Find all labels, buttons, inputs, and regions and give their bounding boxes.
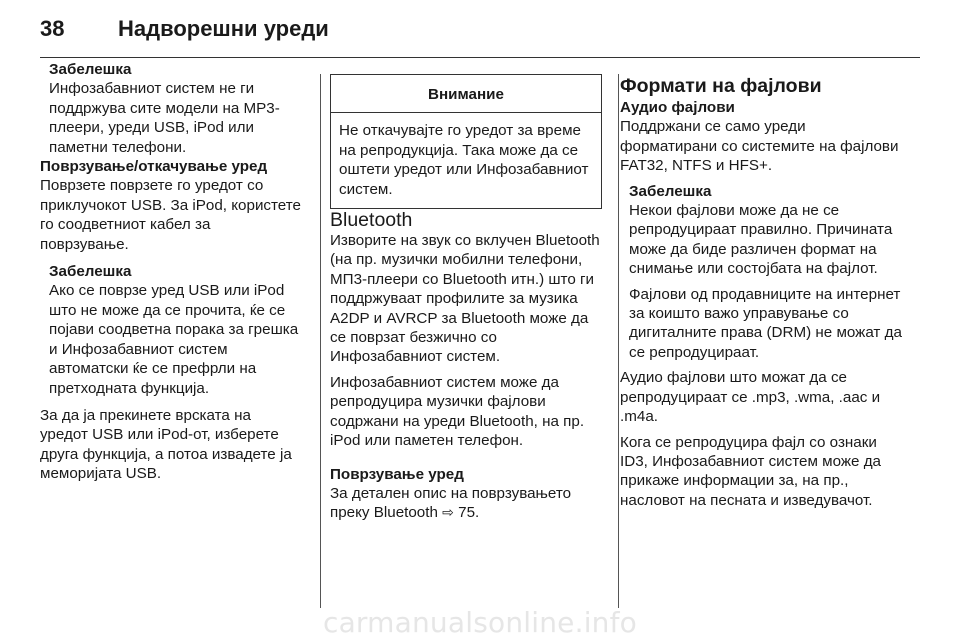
- page-number: 38: [40, 16, 65, 41]
- note-text-2: Фајлови од продавниците на интернет за коишто важо управување со дигиталните права (DRM) не можат да се репродуцираат.: [629, 285, 902, 361]
- page-reference-arrow-icon: ⇨: [442, 504, 454, 521]
- section-text-connect: Поврзете поврзете го уредот со приклучокот USB. За iPod, користете го соодветниот кабел за поврзување.: [40, 177, 301, 253]
- note-heading: Забелешка: [629, 182, 712, 200]
- bluetooth-paragraph-2: Инфозабавниот систем може да репродуцира музички фајлови содржани на уреди Bluetooth, на пр. iPod или паметен телефон.: [330, 373, 585, 450]
- watermark: carmanualsonline.info: [322, 606, 638, 639]
- warning-title: Внимание: [331, 75, 601, 113]
- warning-box: [330, 74, 602, 209]
- note-text-1: Некои фајлови може да не се репродуцираат правилно. Причината може да биде различен формат на снимање или состојбата на фајлот.: [629, 202, 893, 278]
- audio-files-text: Поддржани се само уреди форматирани со системите на фајлови FAT32, NTFS и HFS+.: [620, 118, 899, 175]
- note-file-playback: [620, 182, 902, 363]
- section-heading-connect-device: Поврзување уред: [330, 465, 464, 483]
- section-title-file-formats: Формати на фајлови: [620, 75, 822, 97]
- paragraph-disconnect: За да ја прекинете врската на уредот USB или iPod-от, изберете друга функција, а потоа извадете ја меморијата USB.: [40, 406, 292, 483]
- column-right: [620, 74, 902, 510]
- connect-device-description: За детален опис на поврзувањето преку Bluetooth: [330, 484, 572, 522]
- paragraph-supported-formats: Аудио фајлови што можат да се репродуцираат се .mp3, .wma, .aac и .m4a.: [620, 369, 881, 426]
- column-divider-2: [618, 74, 619, 608]
- bluetooth-paragraph-1: Изворите на звук со вклучен Bluetooth (на пр. музички мобилни телефони, МП3-плеери со Bluetooth итн.) што ги поддржуваат профилите за музика A2DP и AVRCP за Bluetooth може да се поврзат безжично со Инфозабавниот систем.: [330, 232, 600, 366]
- page-reference-number: 75.: [458, 504, 480, 522]
- subheading-audio-files: Аудио фајлови: [620, 99, 735, 116]
- section-title-bluetooth: Bluetooth: [330, 209, 413, 232]
- header-divider: [40, 57, 920, 58]
- note-heading: Забелешка: [49, 61, 132, 78]
- page-title: Надворешни уреди: [118, 16, 329, 41]
- note-unsupported-devices: [40, 60, 302, 157]
- paragraph-id3-tags: Кога се репродуцира фајл со ознаки ID3, Инфозабавниот систем може да прикаже информации за, на пр., насловот на песната и изведувачот.: [620, 433, 881, 509]
- column-divider-1: [320, 74, 321, 608]
- note-heading: Забелешка: [49, 263, 132, 281]
- section-heading-connect-disconnect: Поврзување/откачување уред: [40, 158, 268, 176]
- note-unreadable-device: [40, 262, 302, 398]
- note-text: Ако се поврзе уред USB или iPod што не може да се прочита, ќе се појави соодветна порака за грешка и Инфозабавниот систем автоматски ќе се префрли на претходната функција.: [49, 282, 299, 397]
- connect-device-text: [330, 484, 602, 523]
- page-header: [40, 0, 920, 58]
- warning-text: Не откачувајте го уредот за време на репродукција. Така може да се оштети уредот или Инфозабавниот систем.: [339, 122, 589, 198]
- column-left: [40, 60, 302, 484]
- note-text: Инфозабавниот систем не ги поддржува сите модели на MP3-плеери, уреди USB, iPod или паметни телефони.: [49, 80, 280, 156]
- column-middle: [330, 74, 602, 523]
